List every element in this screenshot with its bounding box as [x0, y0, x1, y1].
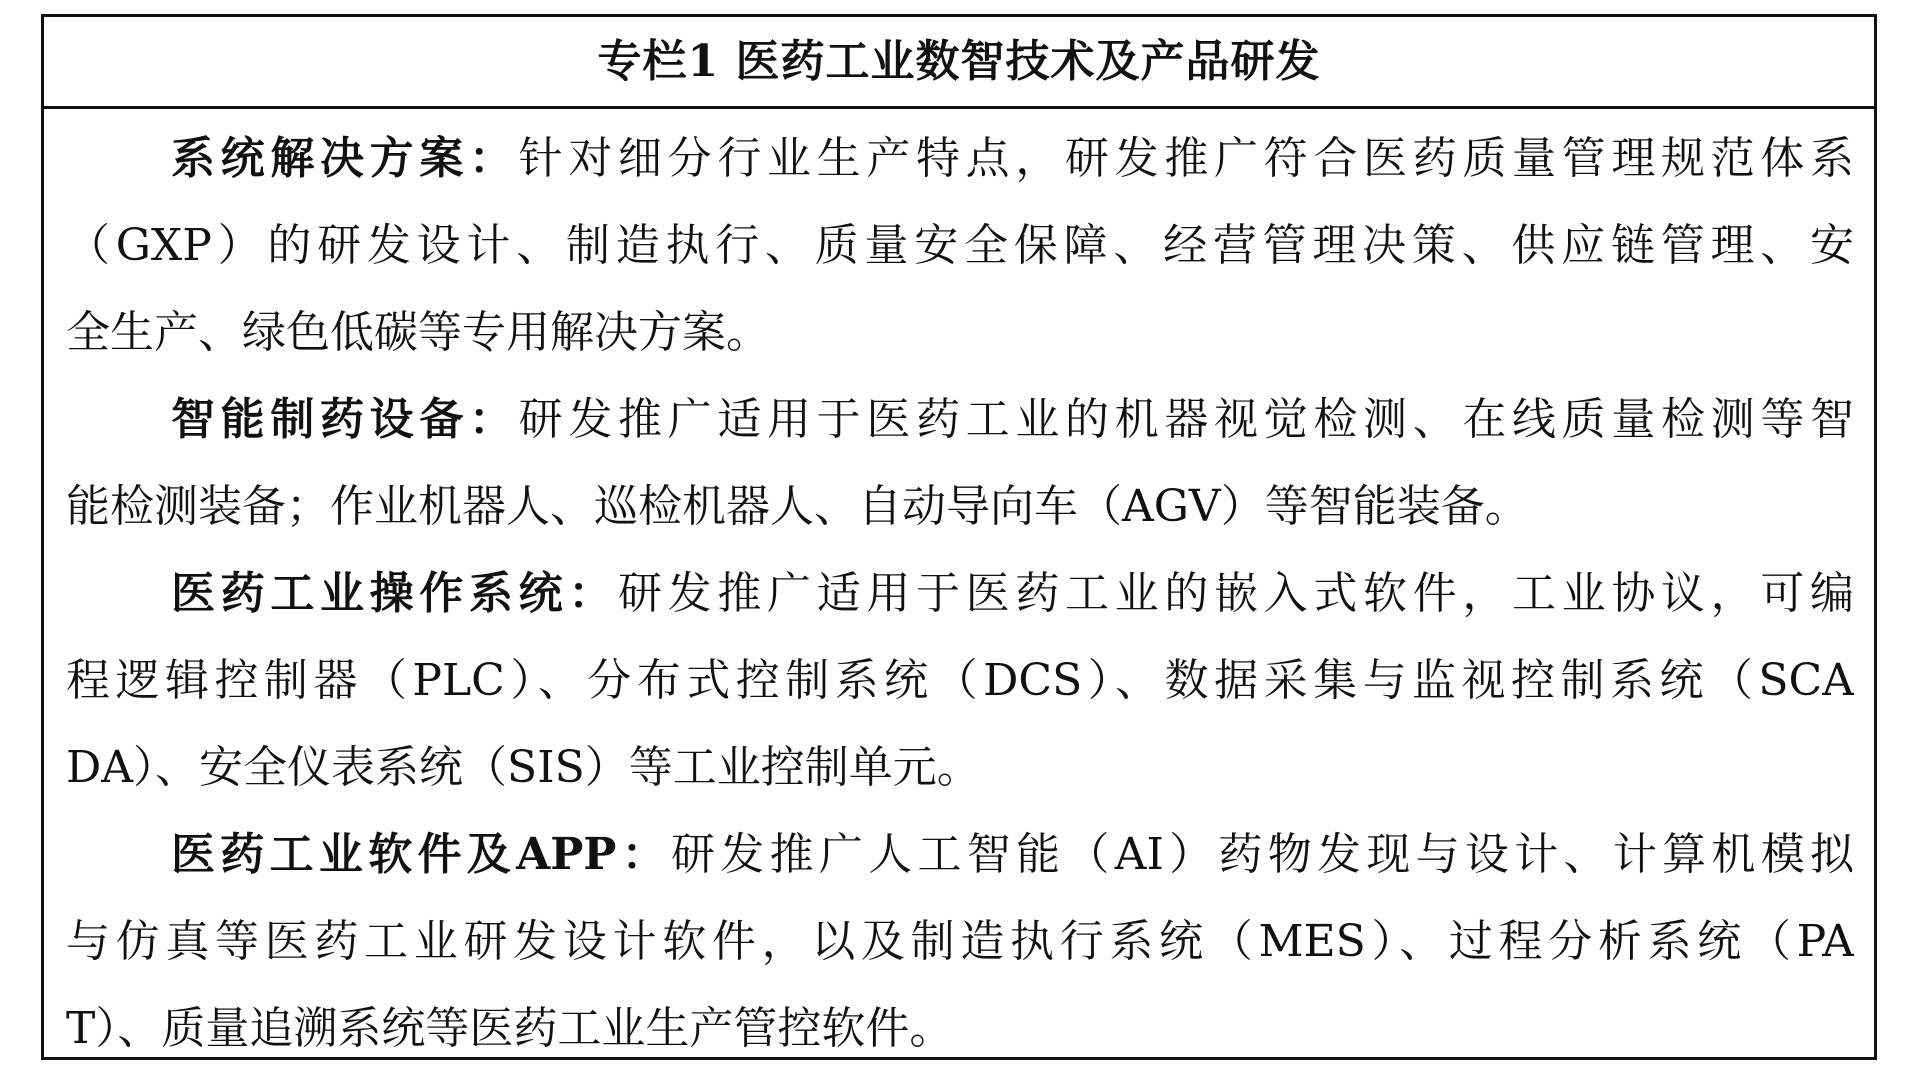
section-operating-system: [66, 550, 1854, 811]
line: 全生产、绿色低碳等专用解决方案。: [66, 307, 770, 358]
section-system-solutions: [66, 115, 1854, 376]
line: [66, 376, 1854, 463]
section-label: 系统解决方案：: [171, 133, 519, 184]
line: 能检测装备；作业机器人、巡检机器人、自动导向车（AGV）等智能装备。: [66, 481, 1529, 532]
line-text: 研发推广适用于医药工业的嵌入式软件，工业协议，可编: [618, 568, 1854, 619]
line-text: 研发推广适用于医药工业的机器视觉检测、在线质量检测等智: [518, 394, 1854, 445]
box-title: 专栏1 医药工业数智技术及产品研发: [44, 17, 1874, 109]
section-label: 医药工业软件及APP：: [171, 829, 671, 880]
line: [66, 115, 1854, 202]
box-content: [44, 109, 1874, 1072]
line: T）、质量追溯系统等医药工业生产管控软件。: [66, 1003, 954, 1054]
line: （GXP）的研发设计、制造执行、质量安全保障、经营管理决策、供应链管理、安: [66, 220, 1854, 271]
section-smart-equipment: [66, 376, 1854, 550]
line: [66, 811, 1854, 898]
line: DA）、安全仪表系统（SIS）等工业控制单元。: [66, 742, 981, 793]
feature-box: [41, 14, 1877, 1060]
section-label: 智能制药设备：: [171, 394, 519, 445]
line: 程逻辑控制器（PLC）、分布式控制系统（DCS）、数据采集与监视控制系统（SCA: [66, 655, 1854, 706]
line-text: 研发推广人工智能（AI）药物发现与设计、计算机模拟: [671, 829, 1854, 880]
section-software-app: [66, 811, 1854, 1072]
line-text: 针对细分行业生产特点，研发推广符合医药质量管理规范体系: [518, 133, 1854, 184]
line: [66, 550, 1854, 637]
section-label: 医药工业操作系统：: [171, 568, 618, 619]
line: 与仿真等医药工业研发设计软件，以及制造执行系统（MES）、过程分析系统（PA: [66, 916, 1854, 967]
